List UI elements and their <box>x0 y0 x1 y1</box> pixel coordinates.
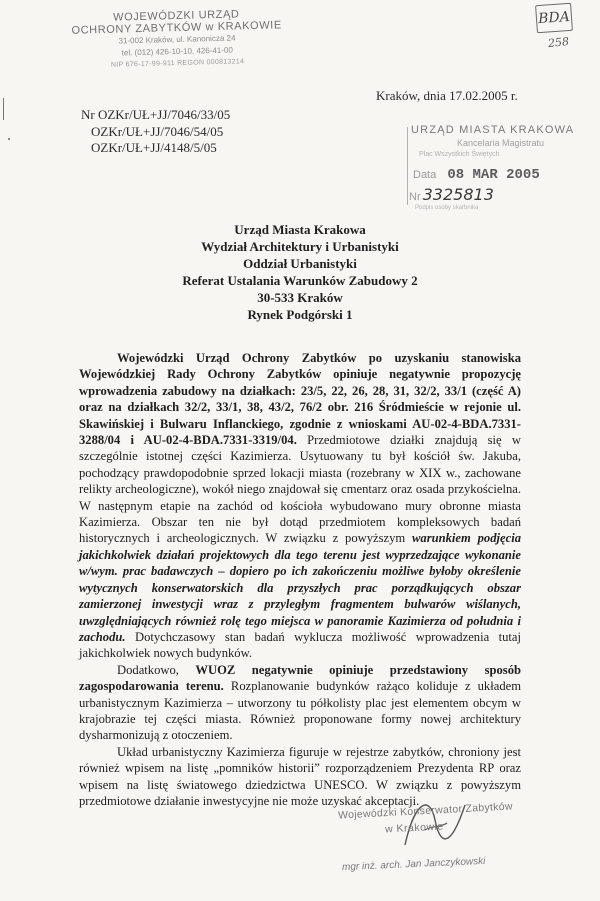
incoming-stamp <box>405 124 598 210</box>
paragraph-3: Układ urbanistyczny Kazimierza figuruje w rejestrze zabytków, chroniony jest również wpisem na listę „pomników historii” rozporządzeniem Prezydenta RP oraz wpisem na listę światowego dziedzictwa UNESCO. W związku z powyższym przedmiotowe działanie inwestycyjne nie może uzyskać akceptacji. <box>79 744 521 808</box>
incoming-stamp-department: Kancelaria Magistratu <box>457 138 545 148</box>
paragraph-1-intro: Wojewódzki Urząd Ochrony Zabytków po uzyskaniu stanowiska Wojewódzkiej Rady Ochrony Zabytków opiniuje negatywnie propozycję wprowadzenia zabudowy na działkach: 23/5, 22, 26, 28, 31, 32/2, 33/1 (część A) oraz na działkach 32/2, 33/1, 38, 43/2, 76/2 obr. 216 Śródmieście w rejonie ul. Skawińskiej i Bulwaru Inflanckiego, zgodnie z wnioskami AU-02-4-BDA.7331-3288/04 i AU-02-4-BDA.7331-3319/04. <box>79 351 521 448</box>
margin-dot <box>8 138 10 140</box>
paragraph-1-emphasis: warunkiem podjęcia jakichkolwiek działań projektowych dla tego terenu jest wyprzedzające wykonanie w/wym. prac badawczych – dopiero po ich zakończeniu możliwe byłoby określenie wytycznych konserwatorskich dla przyszłych prac porządkujących obszar zamierzonej inwestycji wraz z przyległym fragmentem bulwarów wiślanych, uwzględniających również rolę tego miejsca w panoramie Kazimierza od południa i zachodu. <box>79 531 521 644</box>
reference-number: OZKr/UŁ+JJ/7046/54/05 <box>91 123 224 139</box>
incoming-stamp-date-value: 08 MAR 2005 <box>447 167 540 183</box>
paragraph-2-emphasis: WUOZ negatywnie opiniuje przedstawiony sposób zagospodarowania terenu. <box>79 662 522 694</box>
incoming-stamp-number-value: 3325813 <box>422 185 494 204</box>
signature-stamp-location: w Krakowie <box>384 820 444 836</box>
paragraph-2-text: Rozplanowanie budynków rażąco koliduje z układem urbanistycznym Kazimierza – utworzony tu półkolisty plac jest elementem obcym w krajobrazie tej części miasta. Również proponowane formy nowej architektury dysharmonizują z otoczeniem. <box>79 679 521 743</box>
reference-number: OZKr/UŁ+JJ/4148/5/05 <box>91 140 217 155</box>
paragraph-2 <box>79 662 521 744</box>
incoming-stamp-date-label: Data <box>413 169 437 181</box>
paragraph-2-start: Dodatkowo, <box>117 662 196 677</box>
signature-stamp-title: Wojewódzki Konserwator Zabytków <box>337 800 514 822</box>
office-stamp-ids: NIP 676-17-99-911 REGON 000813214 <box>110 58 245 69</box>
letter-date: Kraków, dnia 17.02.2005 r. <box>376 88 518 103</box>
addressee-line: Oddział Urbanistyki <box>243 256 357 271</box>
office-stamp-address: 31-002 Kraków, ul. Kanonicza 24 <box>118 33 236 46</box>
addressee-block <box>150 221 450 323</box>
incoming-stamp-date <box>413 167 540 183</box>
paragraph-1 <box>79 350 521 662</box>
handwritten-corner-mark: BDA <box>535 3 573 33</box>
letter-body <box>79 350 521 809</box>
reference-numbers <box>81 107 230 157</box>
incoming-stamp-number <box>409 185 494 204</box>
addressee-line: Rynek Podgórski 1 <box>247 307 353 322</box>
paragraph-1-text: Przedmiotowe działki znajdują się w szczególnie istotnej części Kazimierza. Usytuowany tu był kościół św. Jakuba, pochodzący prawdopodobnie sprzed lokacji miasta (rozebrany w XIX w., zachowane relikty archeologiczne), wokół niego znajdował się cmentarz oraz osada przykościelna. W następnym etapie na zachód od kościoła wybudowano mury obronne miasta Kazimierza. Obszar ten nie był dotąd przedmiotem kompleksowych badań historycznych i archeologicznych. W związku z powyższym <box>79 433 521 546</box>
addressee-line: 30-533 Kraków <box>257 290 343 305</box>
addressee-line: Urząd Miasta Krakowa <box>234 222 366 237</box>
reference-number: Nr OZKr/UŁ+JJ/7046/33/05 <box>81 107 231 122</box>
incoming-stamp-office: URZĄD MIASTA KRAKOWA <box>411 124 575 136</box>
office-stamp-line1: WOJEWÓDZKI URZĄD <box>113 8 240 24</box>
margin-mark <box>3 98 4 120</box>
addressee-line: Referat Ustalania Warunków Zabudowy 2 <box>182 273 418 288</box>
signature-stamp-name: mgr inż. arch. Jan Janczykowski <box>341 855 486 874</box>
paragraph-1-end: Dotychczasowy stan badań wyklucza możliwość wprowadzenia tutaj jakichkolwiek nowych budynków. <box>79 629 521 661</box>
office-stamp-phone: tel. (012) 426-10-10, 426-41-00 <box>121 45 233 58</box>
incoming-stamp-footnote: Podpis osoby skarbnika <box>415 205 479 211</box>
office-stamp-line2: OCHRONY ZABYTKÓW w KRAKOWIE <box>71 19 282 37</box>
addressee-line: Wydział Architektury i Urbanistyki <box>201 239 399 254</box>
handwritten-corner-number: 258 <box>547 34 570 51</box>
incoming-stamp-number-label: Nr <box>409 191 421 203</box>
incoming-stamp-address: Plac Wszystkich Świętych <box>419 151 500 158</box>
office-stamp <box>61 7 292 73</box>
